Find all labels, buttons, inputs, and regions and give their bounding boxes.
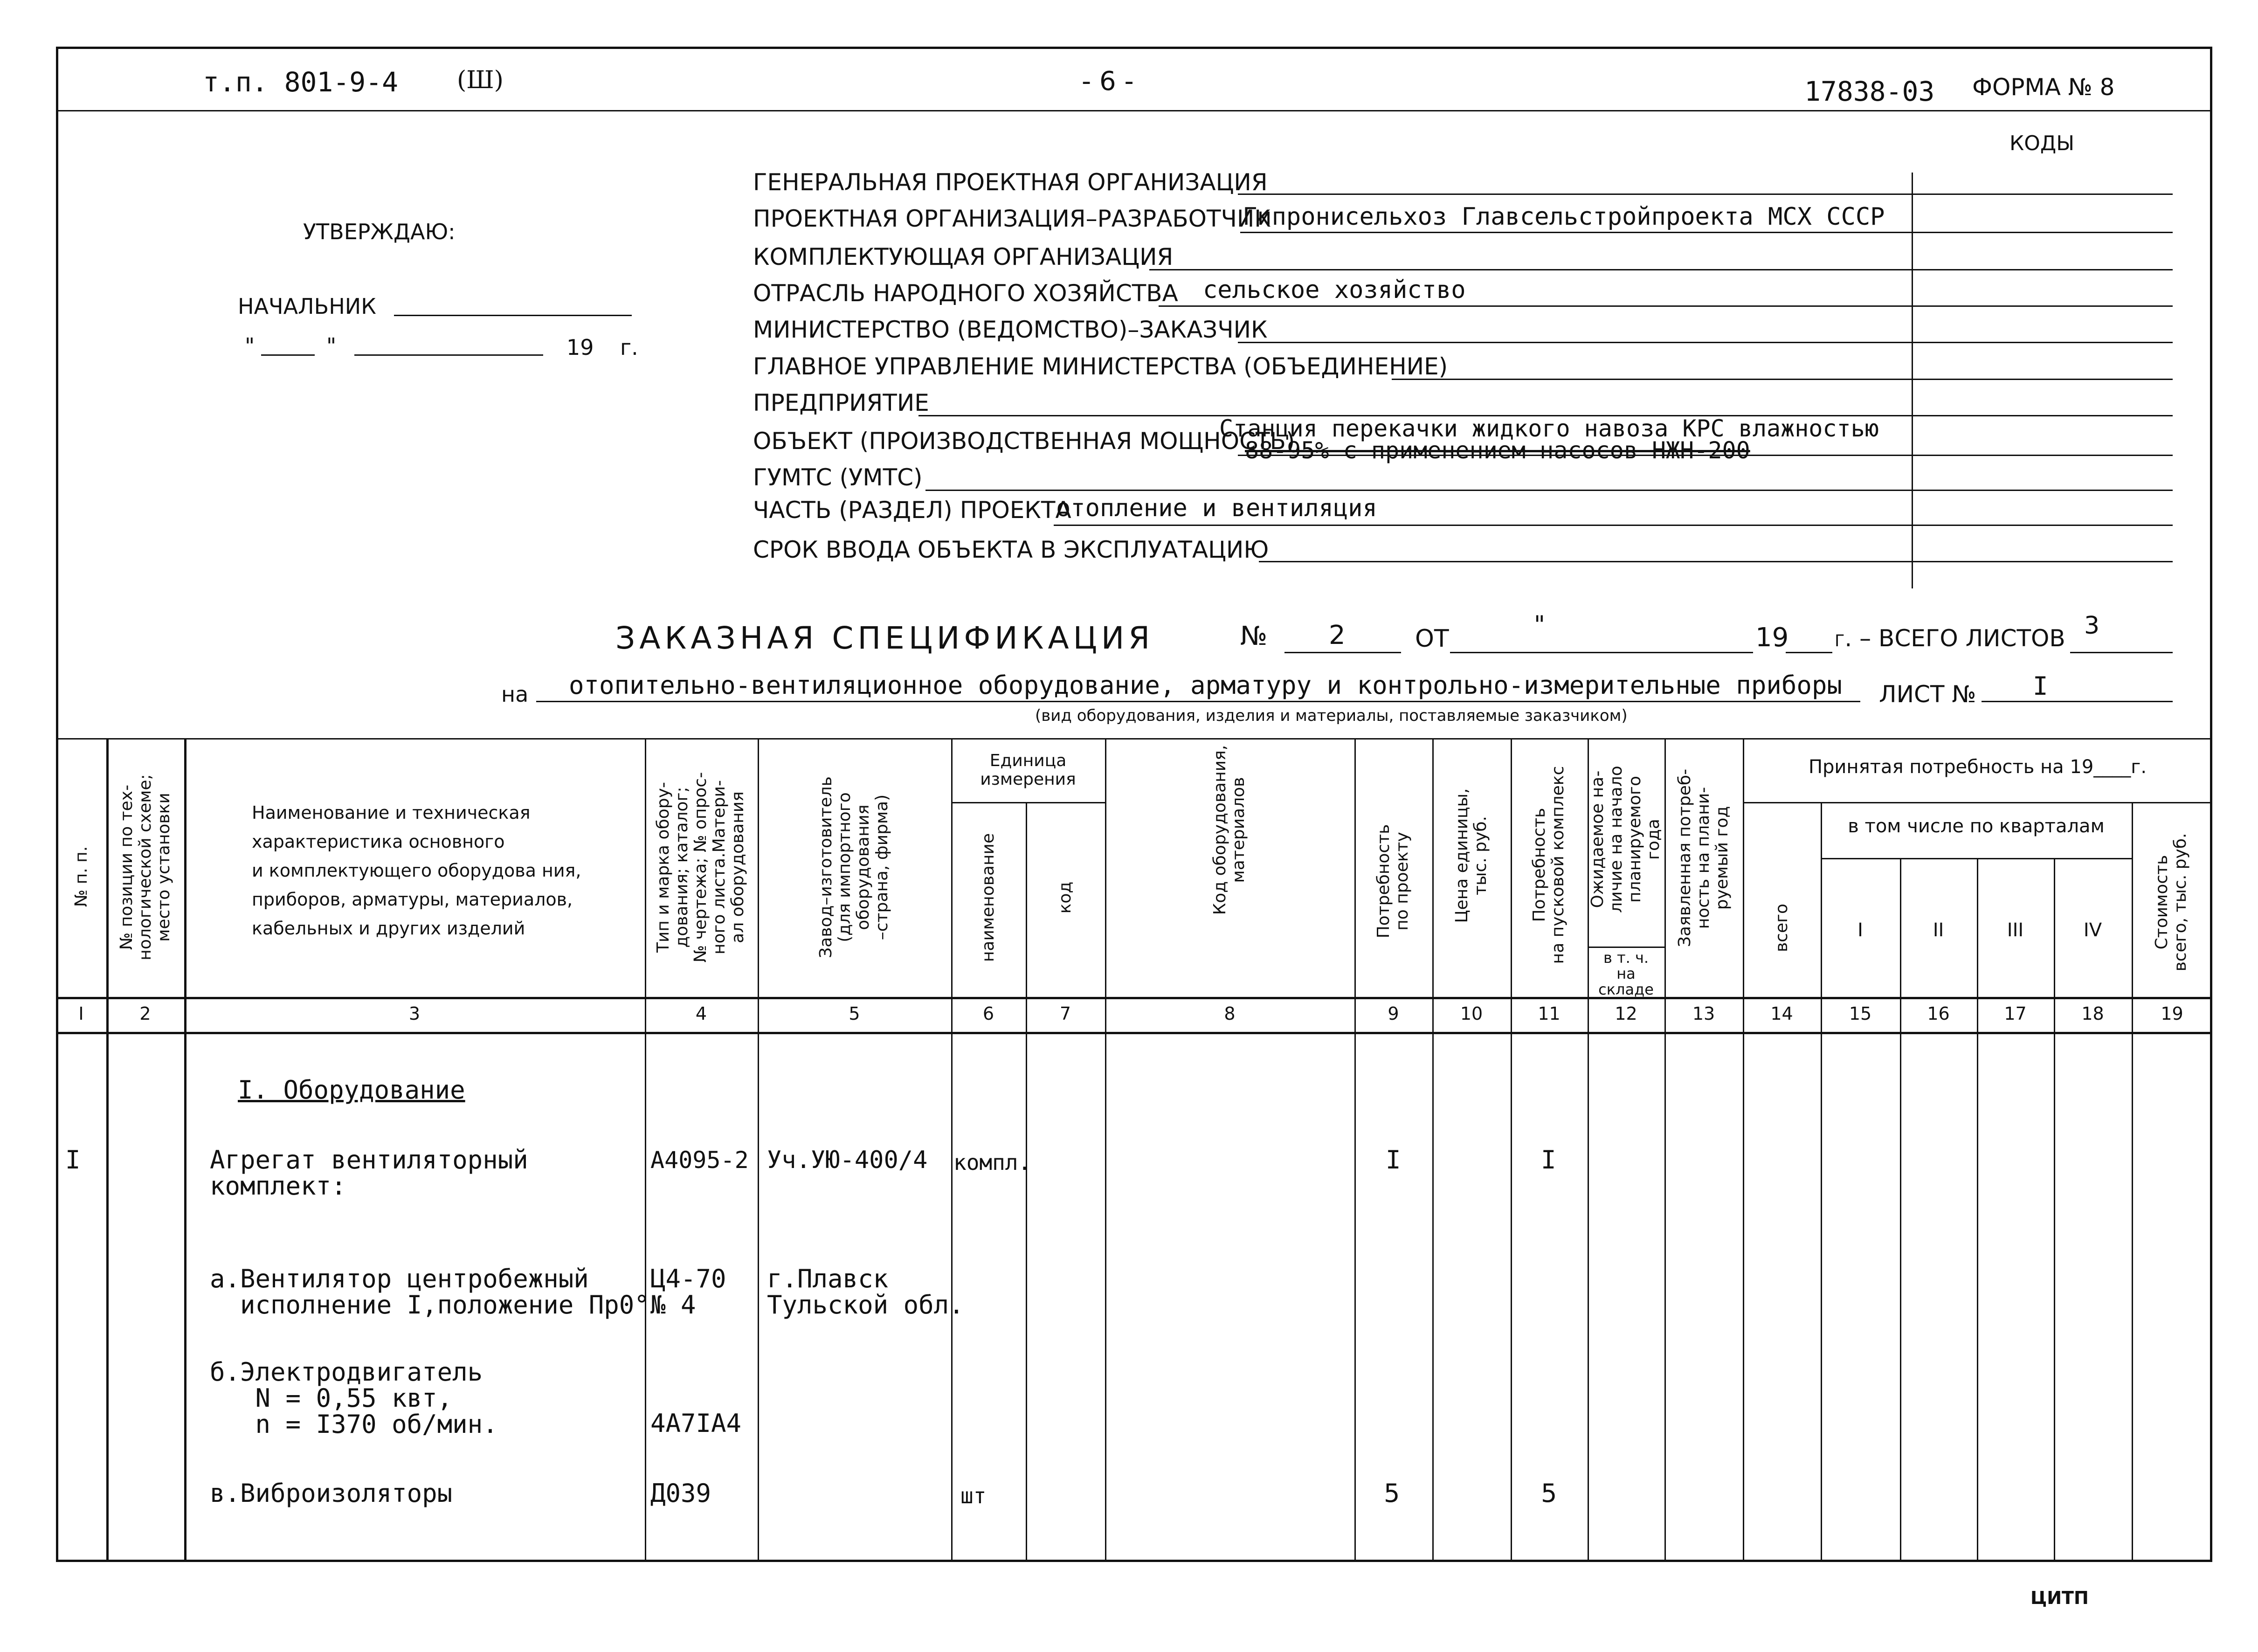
org-field-line bbox=[1238, 455, 2173, 456]
col-divider bbox=[1821, 802, 1822, 1560]
org-field-label: МИНИСТЕРСТВО (ВЕДОМСТВО)–ЗАКАЗЧИК bbox=[753, 316, 1268, 343]
col-header-position: № позиции по тех- нологической схеме; место установки bbox=[117, 774, 173, 961]
spec-number-line bbox=[1284, 652, 1401, 653]
sheet-number-line bbox=[1982, 701, 2173, 702]
org-field-value: отопление и вентиляция bbox=[1056, 494, 1377, 522]
col-number: 8 bbox=[1224, 1003, 1236, 1024]
col-divider bbox=[758, 738, 759, 1560]
col-number: 9 bbox=[1388, 1003, 1399, 1024]
item-unit: шт bbox=[960, 1483, 987, 1508]
spec-from-label: ОТ bbox=[1415, 625, 1449, 653]
org-field-label: ГЛАВНОЕ УПРАВЛЕНИЕ МИНИСТЕРСТВА (ОБЪЕДИНЕНИЕ) bbox=[753, 353, 1448, 380]
col-number: 5 bbox=[849, 1003, 860, 1024]
document-number: 17838-03 bbox=[1804, 76, 1935, 107]
org-field-line bbox=[1149, 269, 2173, 270]
col-divider bbox=[1026, 802, 1027, 1560]
col-header-declared-need: Заявленная потреб- ность на плани- руемый год bbox=[1675, 768, 1732, 947]
org-field-line bbox=[1054, 525, 2173, 526]
item-type: Д039 bbox=[650, 1479, 711, 1508]
col-header-unit: Единица измерения bbox=[980, 751, 1076, 789]
item-name: Агрегат вентиляторный комплект: bbox=[210, 1145, 528, 1201]
org-field-label: ОТРАСЛЬ НАРОДНОГО ХОЗЯЙСТВА bbox=[753, 280, 1178, 307]
spec-equipment-line bbox=[536, 701, 1860, 702]
col-number: 6 bbox=[982, 1003, 994, 1024]
spec-equipment-type: отопительно-вентиляционное оборудование, арматуру и контрольно-измерительные приборы bbox=[569, 670, 1842, 700]
col-number: 10 bbox=[1460, 1003, 1483, 1024]
col-header-manufacturer: Завод–изготовитель (для импортного оборудования –страна, фирма) bbox=[816, 776, 891, 958]
item-manufacturer: г.Плавск Тульской обл. bbox=[767, 1264, 964, 1320]
spec-date-line bbox=[1450, 652, 1753, 653]
col-header-unit-code: код bbox=[1056, 881, 1075, 914]
col-divider bbox=[1432, 738, 1434, 1560]
item-project-need: 5 bbox=[1384, 1479, 1400, 1508]
section-title bbox=[238, 1077, 465, 1103]
spec-total-sheets: 3 bbox=[2084, 612, 2100, 640]
col-divider bbox=[106, 738, 109, 1560]
approve-label: УТВЕРЖДАЮ: bbox=[303, 219, 456, 244]
col-divider bbox=[1354, 738, 1356, 1560]
item-launch-need: I bbox=[1541, 1145, 1556, 1175]
col-header-q2: II bbox=[1933, 919, 1944, 941]
item-type: А4095-2 bbox=[650, 1147, 749, 1174]
col-number: 17 bbox=[2004, 1003, 2027, 1024]
page-number: - 6 - bbox=[1082, 66, 1134, 97]
org-field-label: СРОК ВВОДА ОБЪЕКТА В ЭКСПЛУАТАЦИЮ bbox=[753, 536, 1269, 563]
spec-total-sheets-line bbox=[2070, 652, 2173, 653]
spec-number-label: № bbox=[1240, 621, 1268, 651]
accepted-header-line bbox=[1743, 802, 2212, 803]
org-field-line bbox=[1259, 561, 2173, 562]
sheet-number: I bbox=[2033, 671, 2048, 701]
date-quote-open: " bbox=[245, 333, 255, 359]
org-field-value-line2: 88-95% с применением насосов НЖН-200 bbox=[1245, 437, 1750, 464]
org-field-label: ГЕНЕРАЛЬНАЯ ПРОЕКТНАЯ ОРГАНИЗАЦИЯ bbox=[753, 169, 1268, 196]
spec-number: 2 bbox=[1329, 620, 1346, 650]
col-number: 13 bbox=[1692, 1003, 1715, 1024]
quarters-header-line bbox=[1821, 858, 2132, 859]
org-field-label: ОБЪЕКТ (ПРОИЗВОДСТВЕННАЯ МОЩНОСТЬ) bbox=[753, 428, 1295, 455]
org-field-value: сельское хозяйство bbox=[1203, 276, 1466, 304]
spec-year: 19 bbox=[1755, 622, 1789, 653]
spec-for-label: на bbox=[501, 682, 529, 707]
section-title-text: I. Оборудование bbox=[238, 1075, 465, 1105]
item-type: Ц4-70 № 4 bbox=[650, 1264, 726, 1320]
org-field-label: ГУМТС (УМТС) bbox=[753, 464, 923, 491]
col-divider bbox=[1511, 738, 1512, 1560]
date-quote-close: " bbox=[326, 333, 337, 359]
col-header-name: Наименование и техническая характеристика основного и комплектующего оборудова ния, приборов, арматуры, материалов, кабельных и других изделий bbox=[252, 802, 581, 939]
col-header-accepted: Принятая потребность на 19____г. bbox=[1808, 756, 2147, 778]
col-divider bbox=[645, 738, 646, 1560]
col-number: 19 bbox=[2161, 1003, 2183, 1024]
row-number: I bbox=[65, 1145, 81, 1175]
col-number: 16 bbox=[1927, 1003, 1950, 1024]
col-header-expected: Ожидаемое на- личие на начало планируемого года bbox=[1588, 766, 1663, 913]
item-name: а.Вентилятор центробежный исполнение I,положение Пр0° bbox=[210, 1264, 649, 1320]
col-header-q1: I bbox=[1857, 919, 1863, 941]
col-number: 11 bbox=[1538, 1003, 1561, 1024]
col-number: 7 bbox=[1059, 1003, 1071, 1024]
org-field-value: Станция перекачки жидкого навоза КРС влажностью bbox=[1219, 415, 1879, 442]
chief-label: НАЧАЛЬНИК bbox=[238, 294, 376, 319]
header-divider bbox=[56, 110, 2212, 111]
volume-number: (Ш) bbox=[457, 66, 504, 94]
col-divider bbox=[184, 738, 186, 1560]
spec-caption: (вид оборудования, изделия и материалы, поставляемые заказчиком) bbox=[1035, 706, 1628, 725]
col-number: 14 bbox=[1770, 1003, 1793, 1024]
chief-signature-line bbox=[394, 315, 632, 316]
col-header-launch-need: Потребность на пусковой комплекс bbox=[1530, 766, 1567, 964]
table-header-bottom bbox=[56, 997, 2212, 999]
col-header-equipment-code: Код оборудования, материалов bbox=[1210, 745, 1248, 915]
col-header-q4: IV bbox=[2083, 919, 2102, 941]
codes-label: КОДЫ bbox=[2009, 131, 2075, 155]
col-header-row-number: № п. п. bbox=[72, 846, 91, 907]
col-number: 15 bbox=[1849, 1003, 1872, 1024]
org-field-line bbox=[1240, 232, 2173, 233]
item-project-need: I bbox=[1386, 1145, 1401, 1175]
org-field-line bbox=[1159, 305, 2173, 307]
org-field-line bbox=[1238, 194, 2173, 195]
col-header-project-need: Потребность по проекту bbox=[1374, 824, 1412, 939]
spec-total-sheets-label: г. – ВСЕГО ЛИСТОВ bbox=[1835, 625, 2065, 652]
item-unit: компл. bbox=[953, 1150, 1031, 1175]
col-number: 3 bbox=[408, 1003, 421, 1024]
date-year-suffix: г. bbox=[620, 335, 638, 360]
org-field-label: ПРОЕКТНАЯ ОРГАНИЗАЦИЯ–РАЗРАБОТЧИК bbox=[753, 205, 1271, 232]
table-top-border bbox=[56, 738, 2212, 740]
col-number: 18 bbox=[2081, 1003, 2104, 1024]
spec-year-line bbox=[1786, 652, 1832, 653]
col-divider bbox=[1664, 738, 1666, 1560]
col-divider bbox=[1977, 858, 1978, 1560]
org-field-label: КОМПЛЕКТУЮЩАЯ ОРГАНИЗАЦИЯ bbox=[753, 243, 1174, 270]
date-day-line bbox=[261, 354, 315, 356]
org-field-value: Гипронисельхоз Главсельстройпроекта МСХ СССР bbox=[1243, 203, 1885, 231]
stock-header-line bbox=[1588, 947, 1664, 948]
unit-header-line bbox=[951, 802, 1105, 803]
item-name: в.Виброизоляторы bbox=[210, 1479, 453, 1508]
col-divider bbox=[1743, 738, 1744, 1560]
spec-title: ЗАКАЗНАЯ СПЕЦИФИКАЦИЯ bbox=[615, 620, 1154, 656]
col-header-q3: III bbox=[2007, 919, 2024, 941]
spec-date-quote: " bbox=[1534, 611, 1545, 639]
date-month-line bbox=[354, 354, 543, 356]
item-type: 4А7IА4 bbox=[650, 1409, 742, 1438]
org-field-line bbox=[925, 490, 2173, 491]
col-header-cost: Стоимость всего, тыс. руб. bbox=[2152, 833, 2190, 972]
col-header-type: Тип и марка обору- дования; каталог; № чертежа; № опрос- ного листа.Матери- ал оборудования bbox=[654, 772, 747, 963]
codes-divider bbox=[1912, 173, 1913, 588]
col-number: 2 bbox=[139, 1003, 151, 1024]
col-divider bbox=[1900, 858, 1901, 1560]
col-header-quarters: в том числе по кварталам bbox=[1848, 816, 2105, 837]
item-launch-need: 5 bbox=[1541, 1479, 1557, 1508]
org-field-label: ПРЕДПРИЯТИЕ bbox=[753, 389, 929, 416]
item-name: б.Электродвигатель N = 0,55 квт, n = I370 об/мин. bbox=[210, 1357, 498, 1439]
col-number: I bbox=[78, 1003, 84, 1024]
item-manufacturer: Уч.УЮ-400/4 bbox=[767, 1146, 928, 1174]
org-field-label: ЧАСТЬ (РАЗДЕЛ) ПРОЕКТА bbox=[753, 497, 1071, 524]
project-reference: т.п. 801-9-4 bbox=[203, 66, 399, 98]
org-field-line bbox=[1392, 379, 2173, 380]
col-number: 4 bbox=[695, 1003, 707, 1024]
col-header-in-stock: в т. ч. на складе bbox=[1598, 949, 1654, 998]
col-number: 12 bbox=[1615, 1003, 1637, 1024]
col-divider bbox=[951, 738, 953, 1560]
org-field-line bbox=[1238, 342, 2173, 343]
col-divider bbox=[1105, 738, 1106, 1560]
col-header-total: всего bbox=[1772, 903, 1791, 953]
table-numbers-bottom bbox=[56, 1032, 2212, 1034]
date-year: 19 bbox=[566, 335, 594, 360]
footer-mark: ЦИТП bbox=[2030, 1588, 2089, 1608]
col-divider bbox=[2132, 802, 2133, 1560]
col-header-unit-price: Цена единицы, тыс. руб. bbox=[1452, 788, 1490, 923]
sheet-number-label: ЛИСТ № bbox=[1879, 681, 1976, 708]
col-divider bbox=[2054, 858, 2055, 1560]
col-header-unit-name: наименование bbox=[979, 833, 998, 962]
form-number: ФОРМА № 8 bbox=[1972, 74, 2115, 101]
